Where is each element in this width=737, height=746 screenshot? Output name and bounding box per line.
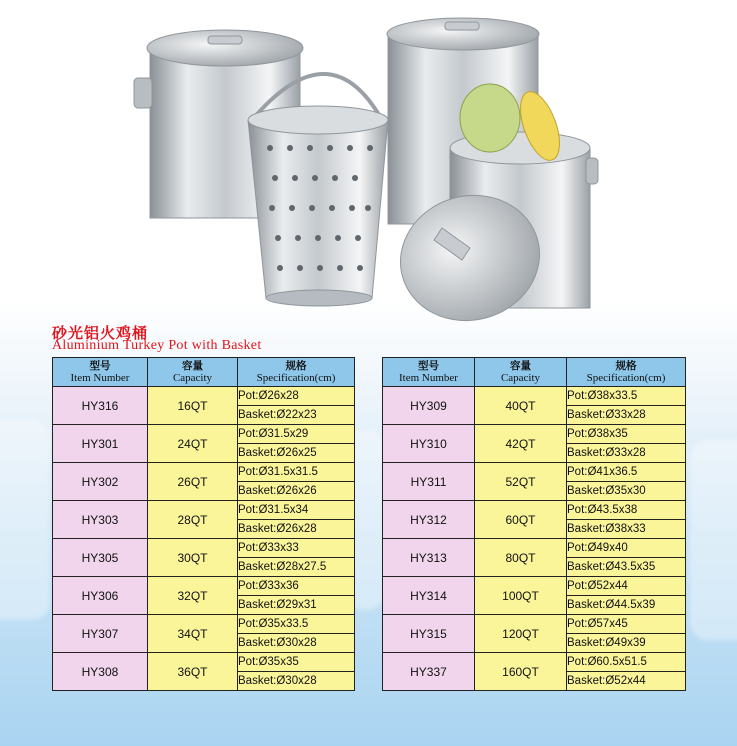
- pot-spec-cell: Pot:Ø31.5x29: [238, 425, 355, 444]
- item-number-cell: HY311: [383, 463, 475, 501]
- pot-spec-cell: Pot:Ø31.5x31.5: [238, 463, 355, 482]
- capacity-cell: 80QT: [475, 539, 567, 577]
- item-number-cell: HY337: [383, 653, 475, 691]
- item-number-cell: HY309: [383, 387, 475, 425]
- background-pot-ghost-right: [690, 440, 737, 640]
- table-row: [383, 501, 686, 520]
- pot-spec-cell: Pot:Ø33x33: [238, 539, 355, 558]
- basket-spec-cell: Basket:Ø26x26: [238, 482, 355, 501]
- basket-spec-cell: Basket:Ø49x39: [567, 634, 686, 653]
- table-row: [383, 653, 686, 672]
- table-row: [383, 539, 686, 558]
- pot-spec-cell: Pot:Ø38x33.5: [567, 387, 686, 406]
- header-capacity: 容量 Capacity: [148, 358, 238, 387]
- basket-spec-cell: Basket:Ø30x28: [238, 672, 355, 691]
- basket-spec-cell: Basket:Ø28x27.5: [238, 558, 355, 577]
- title-english: Aluminium Turkey Pot with Basket: [52, 338, 262, 353]
- spec-table-right: [382, 357, 686, 691]
- header-item-number: 型号 Item Number: [53, 358, 148, 387]
- item-number-cell: HY308: [53, 653, 148, 691]
- capacity-cell: 40QT: [475, 387, 567, 425]
- table-row: [383, 577, 686, 596]
- pot-spec-cell: Pot:Ø49x40: [567, 539, 686, 558]
- capacity-cell: 60QT: [475, 501, 567, 539]
- table-row: [53, 425, 355, 444]
- basket-spec-cell: Basket:Ø33x28: [567, 444, 686, 463]
- table-row: [53, 387, 355, 406]
- capacity-cell: 52QT: [475, 463, 567, 501]
- table-row: [383, 463, 686, 482]
- table-row: [383, 425, 686, 444]
- header-row: [383, 358, 686, 387]
- capacity-cell: 100QT: [475, 577, 567, 615]
- basket-spec-cell: Basket:Ø30x28: [238, 634, 355, 653]
- item-number-cell: HY301: [53, 425, 148, 463]
- capacity-cell: 28QT: [148, 501, 238, 539]
- capacity-cell: 160QT: [475, 653, 567, 691]
- capacity-cell: 120QT: [475, 615, 567, 653]
- item-number-cell: HY303: [53, 501, 148, 539]
- pot-spec-cell: Pot:Ø43.5x38: [567, 501, 686, 520]
- pot-spec-cell: Pot:Ø26x28: [238, 387, 355, 406]
- capacity-cell: 30QT: [148, 539, 238, 577]
- capacity-cell: 36QT: [148, 653, 238, 691]
- pot-spec-cell: Pot:Ø33x36: [238, 577, 355, 596]
- item-number-cell: HY315: [383, 615, 475, 653]
- pot-spec-cell: Pot:Ø31.5x34: [238, 501, 355, 520]
- capacity-cell: 34QT: [148, 615, 238, 653]
- spec-table-left: [52, 357, 355, 691]
- table-row: [53, 463, 355, 482]
- basket-spec-cell: Basket:Ø43.5x35: [567, 558, 686, 577]
- capacity-cell: 24QT: [148, 425, 238, 463]
- basket-spec-cell: Basket:Ø29x31: [238, 596, 355, 615]
- table-row: [53, 615, 355, 634]
- header-capacity: 容量 Capacity: [475, 358, 567, 387]
- item-number-cell: HY314: [383, 577, 475, 615]
- item-number-cell: HY307: [53, 615, 148, 653]
- basket-spec-cell: Basket:Ø33x28: [567, 406, 686, 425]
- item-number-cell: HY302: [53, 463, 148, 501]
- pot-spec-cell: Pot:Ø60.5x51.5: [567, 653, 686, 672]
- pot-spec-cell: Pot:Ø38x35: [567, 425, 686, 444]
- pot-spec-cell: Pot:Ø35x35: [238, 653, 355, 672]
- table-row: [53, 501, 355, 520]
- table-row: [53, 539, 355, 558]
- capacity-cell: 16QT: [148, 387, 238, 425]
- basket-spec-cell: Basket:Ø26x28: [238, 520, 355, 539]
- item-number-cell: HY310: [383, 425, 475, 463]
- header-row: [53, 358, 355, 387]
- header-specification: 规格 Specification(cm): [238, 358, 355, 387]
- item-number-cell: HY305: [53, 539, 148, 577]
- capacity-cell: 26QT: [148, 463, 238, 501]
- background-pot-ghost-left: [0, 420, 50, 620]
- item-number-cell: HY313: [383, 539, 475, 577]
- header-specification: 规格 Specification(cm): [567, 358, 686, 387]
- title-chinese: 砂光铝火鸡桶: [52, 324, 149, 342]
- item-number-cell: HY306: [53, 577, 148, 615]
- pot-spec-cell: Pot:Ø35x33.5: [238, 615, 355, 634]
- basket-spec-cell: Basket:Ø44.5x39: [567, 596, 686, 615]
- pot-spec-cell: Pot:Ø41x36.5: [567, 463, 686, 482]
- pot-spec-cell: Pot:Ø52x44: [567, 577, 686, 596]
- capacity-cell: 42QT: [475, 425, 567, 463]
- basket-spec-cell: Basket:Ø35x30: [567, 482, 686, 501]
- capacity-cell: 32QT: [148, 577, 238, 615]
- item-number-cell: HY312: [383, 501, 475, 539]
- basket-spec-cell: Basket:Ø22x23: [238, 406, 355, 425]
- product-photo: [120, 8, 620, 328]
- header-item-number: 型号 Item Number: [383, 358, 475, 387]
- basket-spec-cell: Basket:Ø38x33: [567, 520, 686, 539]
- table-row: [383, 387, 686, 406]
- basket-spec-cell: Basket:Ø52x44: [567, 672, 686, 691]
- table-row: [383, 615, 686, 634]
- item-number-cell: HY316: [53, 387, 148, 425]
- table-row: [53, 653, 355, 672]
- table-row: [53, 577, 355, 596]
- pot-spec-cell: Pot:Ø57x45: [567, 615, 686, 634]
- basket-spec-cell: Basket:Ø26x25: [238, 444, 355, 463]
